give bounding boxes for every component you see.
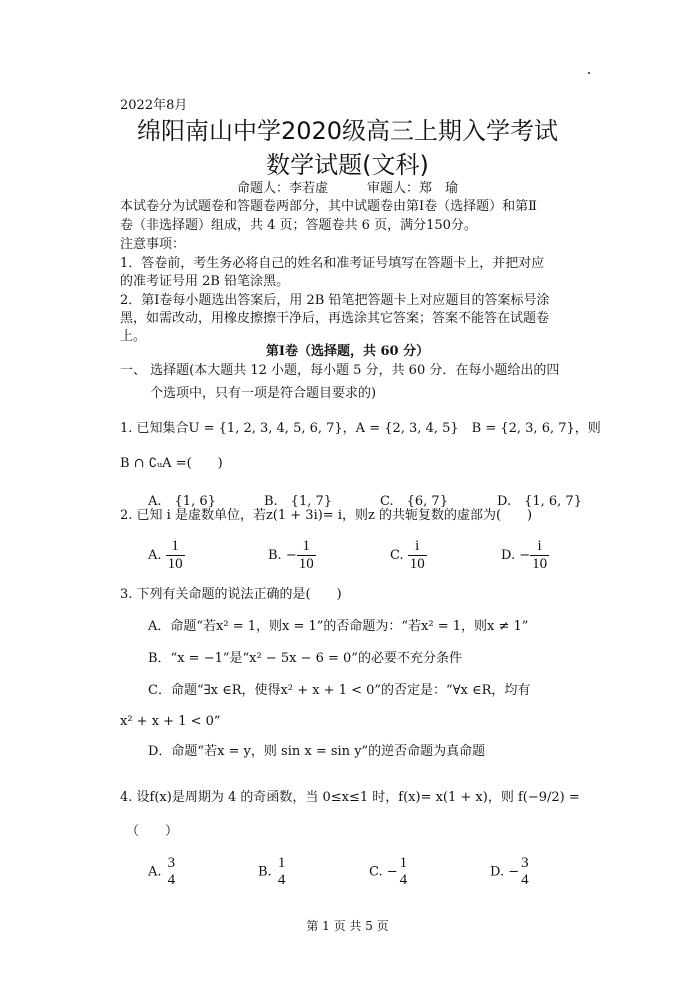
section-desc: 个选项中，只有一项是符合题目要求的) [150,386,377,401]
denominator: 4 [521,872,529,888]
numerator: 3 [167,855,176,871]
note-line: 黑，如需改动，用橡皮擦擦干净后，再选涂其它答案；答案不能答在试题卷 [120,311,550,326]
exam-date: 2022年8月 [120,98,188,113]
q1-stem-cont: B ∩ ∁ᵤA =( ) [120,456,223,471]
q4-stem: 4. 设f(x)是周期为 4 的奇函数，当 0≤x≤1 时，f(x)= x(1 + x)，则 f(−9/2) = [120,790,580,805]
q2-option-b [268,538,316,573]
sign: − [285,548,297,563]
fraction [398,855,410,889]
denominator: 10 [298,556,314,572]
section-title: 第Ⅰ卷（选择题，共 60 分） [265,344,430,359]
sign: − [519,548,531,563]
numerator: i [530,538,549,556]
denominator: 10 [409,556,425,572]
scan-speck [588,72,590,74]
numerator: 1 [399,855,408,871]
fraction [530,538,549,573]
option-label: D. [490,864,505,880]
fraction [276,855,288,889]
option-label: B. [258,864,272,880]
option-label: A. [148,864,162,880]
numerator: i [408,538,427,556]
option-label: D. [501,548,516,563]
fraction [297,538,316,573]
notes-title: 注意事项： [120,237,186,252]
option-label: A. [148,548,162,563]
q3-option-a: A．命题“若x² = 1，则x = 1”的否命题为：“若x² = 1，则x ≠ 1” [148,619,529,634]
q3-option-c: C．命题“∃x ∈R，使得x² + x + 1 < 0”的否定是：“∀x ∈R，均有 [148,683,531,698]
denominator: 10 [167,556,183,572]
fraction [408,538,427,573]
note-line: 1．答卷前，考生务必将自己的姓名和准考证号填写在答题卡上，并把对应 [120,256,545,271]
sign: − [508,864,520,880]
q3-option-d: D．命题“若x = y，则 sin x = sin y”的逆否命题为真命题 [148,744,486,759]
numerator: 3 [521,855,529,871]
numerator: 1 [166,538,185,556]
exam-title: 绵阳南山中学2020级高三上期入学考试 [136,117,559,145]
q4-option-a [148,855,177,889]
q4-option-d [490,855,531,889]
option-label: C. [390,548,404,563]
q2-option-c [390,538,427,573]
section-desc: 一、 选择题(本大题共 12 小题，每小题 5 分，共 60 分．在每小题给出的四 [120,363,560,378]
fraction [166,855,178,889]
q3-option-b: B．“x = −1”是“x² − 5x − 6 = 0”的必要不充分条件 [148,651,462,666]
fraction [519,855,531,889]
intro-line: 卷（非选择题）组成，共 4 页；答题卷共 6 页，满分150分。 [120,218,477,233]
q4-option-b [258,855,287,889]
q1-option-b: B. {1, 7} [264,494,333,509]
note-line: 2．第Ⅰ卷每小题选出答案后，用 2B 铅笔把答题卡上对应题目的答案标号涂 [120,293,550,308]
exam-subtitle: 数学试题(文科) [266,151,429,179]
note-line: 的准考证号用 2B 铅笔涂黑。 [120,274,290,289]
q2-option-d [501,538,549,573]
intro-line: 本试卷分为试题卷和答题卷两部分，其中试题卷由第Ⅰ卷（选择题）和第Ⅱ [120,199,537,214]
q2-stem: 2. 已知 i 是虚数单位，若z(1 + 3i)= i，则z 的共轭复数的虚部为( ) [120,508,533,523]
denominator: 4 [167,872,176,888]
denominator: 4 [399,872,408,888]
q3-stem: 3. 下列有关命题的说法正确的是( ) [120,587,342,602]
q1-option-a: A. {1, 6} [148,494,216,509]
denominator: 10 [532,556,548,572]
q1-option-c: C. {6, 7} [380,494,448,509]
option-label: C. [369,864,383,880]
q3-option-c-cont: x² + x + 1 < 0” [120,714,221,729]
sign: − [386,864,398,880]
fraction [166,538,185,573]
q1-stem: 1. 已知集合U = {1, 2, 3, 4, 5, 6, 7}，A = {2, 3, 4, 5} B = {2, 3, 6, 7}，则 [120,421,601,436]
option-label: B. [268,548,282,563]
q2-option-a [148,538,185,573]
page-footer: 第 1 页 共 5 页 [306,919,389,933]
q4-option-c [369,855,409,889]
numerator: 1 [297,538,316,556]
q1-option-d: D. {1, 6, 7} [497,494,582,509]
note-line: 上。 [120,329,147,344]
numerator: 1 [277,855,286,871]
denominator: 4 [277,872,286,888]
q4-stem-cont: （ ） [126,824,179,839]
authors: 命题人：李若虚 审题人：郑 瑜 [236,181,458,196]
